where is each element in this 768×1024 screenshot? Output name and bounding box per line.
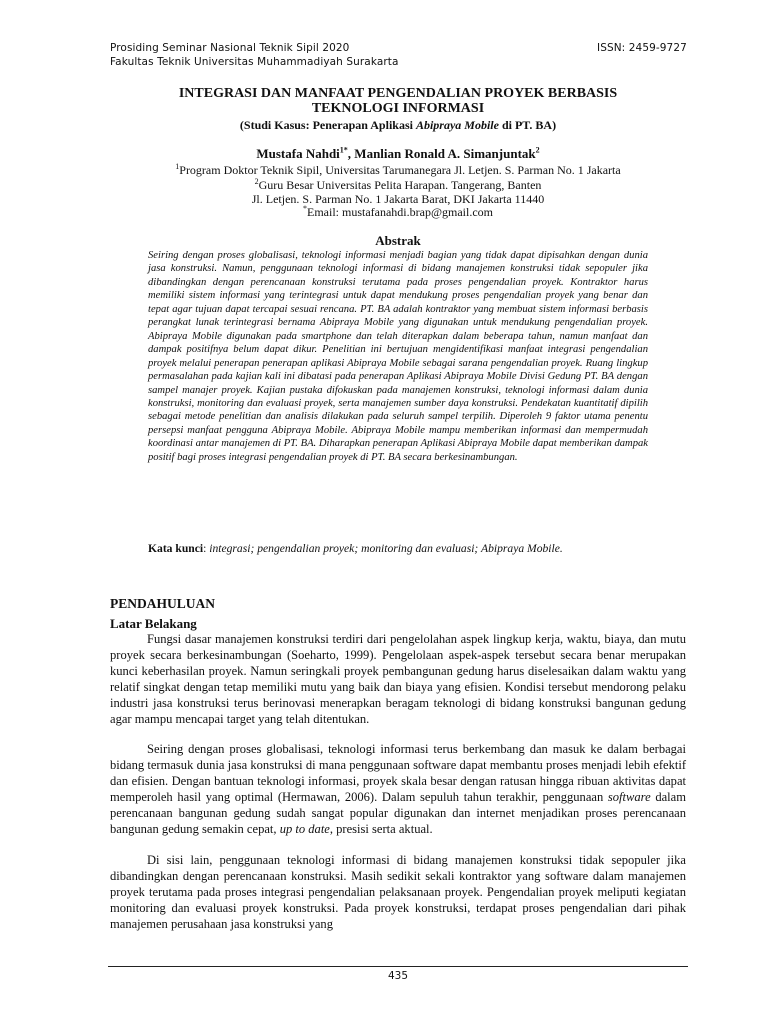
page-number: 435 [387, 970, 409, 982]
abstract-heading: Abstrak [375, 233, 421, 248]
body-paragraph-2 [110, 741, 686, 838]
keywords-line [148, 542, 563, 555]
keywords-label: Kata kunci [148, 542, 204, 555]
affiliation-1-marker: 1 [175, 162, 180, 171]
paragraph-2-part-c: , presisi serta aktual. [329, 822, 433, 837]
abstract-body: Seiring dengan proses globalisasi, teknologi informasi menjadi bagian yang tidak dapat dipisahkan dengan dunia jasa konstruksi. Namun, penggunaan teknologi informasi di bidang manajemen konstruksi tidak sepopuler jika dibandingkan dengan perencanaan konstruksi terutama pada proses pengendalian proyek. Kontraktor harus memiliki sistem informasi yang terintegrasi untuk dapat mendukung proses pengendalian proyek yang benar dan tepat agar tujuan dapat tercapai sesuai rencana. PT. BA adalah kontraktor yang membuat sistem informasi berbasis perangkat lunak terintegrasi bernama Abipraya Mobile yang digunakan untuk mendukung pengendalian proyek. Abipraya Mobile digunakan pada smartphone dan telah diterapkan dalam beberapa tahun, namun manfaat dan dampak positifnya belum dapat dikur. Penelitian ini bertujuan mengidentifikasi manfaat integrasi pengendalian proyek melalui penerapan penerapan aplikasi Abipraya Mobile sebagai sarana pengendalian proyek. Ruang lingkup permasalahan pada kajian kali ini dibatasi pada penerapan Aplikasi Abipraya Mobile Divisi Gedung PT. BA dengan sampel manajer proyek. Kajian pustaka difokuskan pada manajemen konstruksi, teknologi informasi dalam dunia konstruksi, monitoring dan evaluasi proyek, serta manajemen sumber daya konstruksi. Pendekatan kuantitatif dipilih sebagai metode penelitian dan analisis dilakukan pada seluruh sampel terpilih. Diperoleh 9 faktor utama penentu persepsi manfaat pengguna Abipraya Mobile. Abipraya Mobile mampu memberikan informasi dan mempermudah koordinasi antar manajemen di PT. BA. Diharapkan penerapan Aplikasi Abipraya Mobile dapat memberikan dampak positif bagi proses integrasi pengendalian proyek di PT. BA secara berkesinambungan. [148, 250, 648, 463]
affiliation-1 [108, 163, 688, 178]
affiliation-2 [108, 178, 688, 193]
affiliation-2-marker: 2 [254, 177, 259, 186]
author-separator: , [347, 146, 355, 161]
paper-subtitle [108, 118, 688, 133]
running-header-proceedings: Prosiding Seminar Nasional Teknik Sipil 2020 [110, 42, 350, 54]
keywords-colon: : [203, 542, 210, 555]
email-marker: * [303, 204, 307, 213]
running-header-issn: ISSN: 2459-9727 [597, 42, 687, 54]
section-heading-introduction: PENDAHULUAN [110, 596, 216, 611]
body-paragraph-3: Di sisi lain, penggunaan teknologi informasi di bidang manajemen konstruksi tidak sepopuler jika dibandingkan dengan perencanaan konstruksi. Masih sedikit sekali kontraktor yang software dalam manajemen proyek terutama pada proses integrasi pengendalian pelaksanaan proyek. Pengendalian proyek meliputi kegiatan monitoring dan evaluasi proyek konstruksi. Pada proyek konstruksi, terdapat proses pengendalian dari pihak manajemen perusahaan jasa konstruksi yang [110, 853, 686, 932]
paper-title-line-1: INTEGRASI DAN MANFAAT PENGENDALIAN PROYEK BERBASIS [178, 86, 618, 101]
subsection-heading-background: Latar Belakang [110, 616, 197, 631]
affiliation-2-text: Guru Besar Universitas Pelita Harapan. Tangerang, Banten [258, 178, 542, 192]
keywords-value: integrasi; pengendalian proyek; monitoring dan evaluasi; Abipraya Mobile. [209, 542, 563, 555]
running-header-faculty: Fakultas Teknik Universitas Muhammadiyah Surakarta [110, 56, 399, 68]
affiliation-1-text: Program Doktor Teknik Sipil, Universitas Tarumanegara Jl. Letjen. S. Parman No. 1 Jakarta [179, 163, 621, 177]
author-list [108, 146, 688, 162]
email-text: Email: mustafanahdi.brap@gmail.com [307, 205, 493, 219]
subtitle-pre: (Studi Kasus: Penerapan Aplikasi [239, 118, 416, 132]
corresponding-email [108, 205, 688, 220]
paper-title-line-2: TEKNOLOGI INFORMASI [311, 101, 485, 116]
author-2-name: Manlian Ronald A. Simanjuntak [354, 146, 536, 161]
paragraph-2-part-b: dalam perencanaan bangunan gedung sudah sangat popular digunakan dan internet menjadikan proses perencanaan bangunan gedung semakin cepat, [110, 790, 687, 837]
paragraph-2-software-term: software [607, 790, 651, 805]
author-2-marker: 2 [535, 145, 540, 155]
paragraph-2-part-a: Seiring dengan proses globalisasi, teknologi informasi terus berkembang dan masuk ke dalam berbagai bidang termasuk dunia jasa konstruksi di mana penggunaan software dapat membantu proses menjadi lebih efektif dan efisien. Dengan bantuan teknologi informasi, proyek skala besar dengan ratusan hingga ribuan aktivitas dapat memperoleh hasil yang optimal (Hermawan, 2006). Dalam sepuluh tahun terakhir, penggunaan [110, 742, 686, 805]
subtitle-app-name: Abipraya Mobile [415, 118, 499, 132]
affiliation-2-address: Jl. Letjen. S. Parman No. 1 Jakarta Barat, DKI Jakarta 11440 [251, 192, 545, 206]
author-1-marker: 1* [339, 145, 348, 155]
author-1-name: Mustafa Nahdi [256, 146, 340, 161]
paragraph-2-up-to-date-term: up to date [279, 822, 330, 837]
footer-divider [108, 966, 688, 967]
body-paragraph-1: Fungsi dasar manajemen konstruksi terdiri dari pengelolahan aspek lingkup kerja, waktu, biaya, dan mutu proyek secara berkesinambungan (Soeharto, 1999). Pengelolaan aspek-aspek tersebut secara benar merupakan kunci keberhasilan proyek. Namun seringkali proyek pembangunan gedung harus diselesaikan dalam waktu yang relatif singkat dengan tetap memiliki mutu yang baik dan biaya yang efisien. Kondisi tersebut mendorong pelaku industri jasa konstruksi terus berinovasi menerapkan beragam teknologi di bidang konstruksi bangunan gedung agar mampu mencapai target yang telah ditentukan. [110, 632, 686, 727]
subtitle-post: di PT. BA) [498, 118, 557, 132]
